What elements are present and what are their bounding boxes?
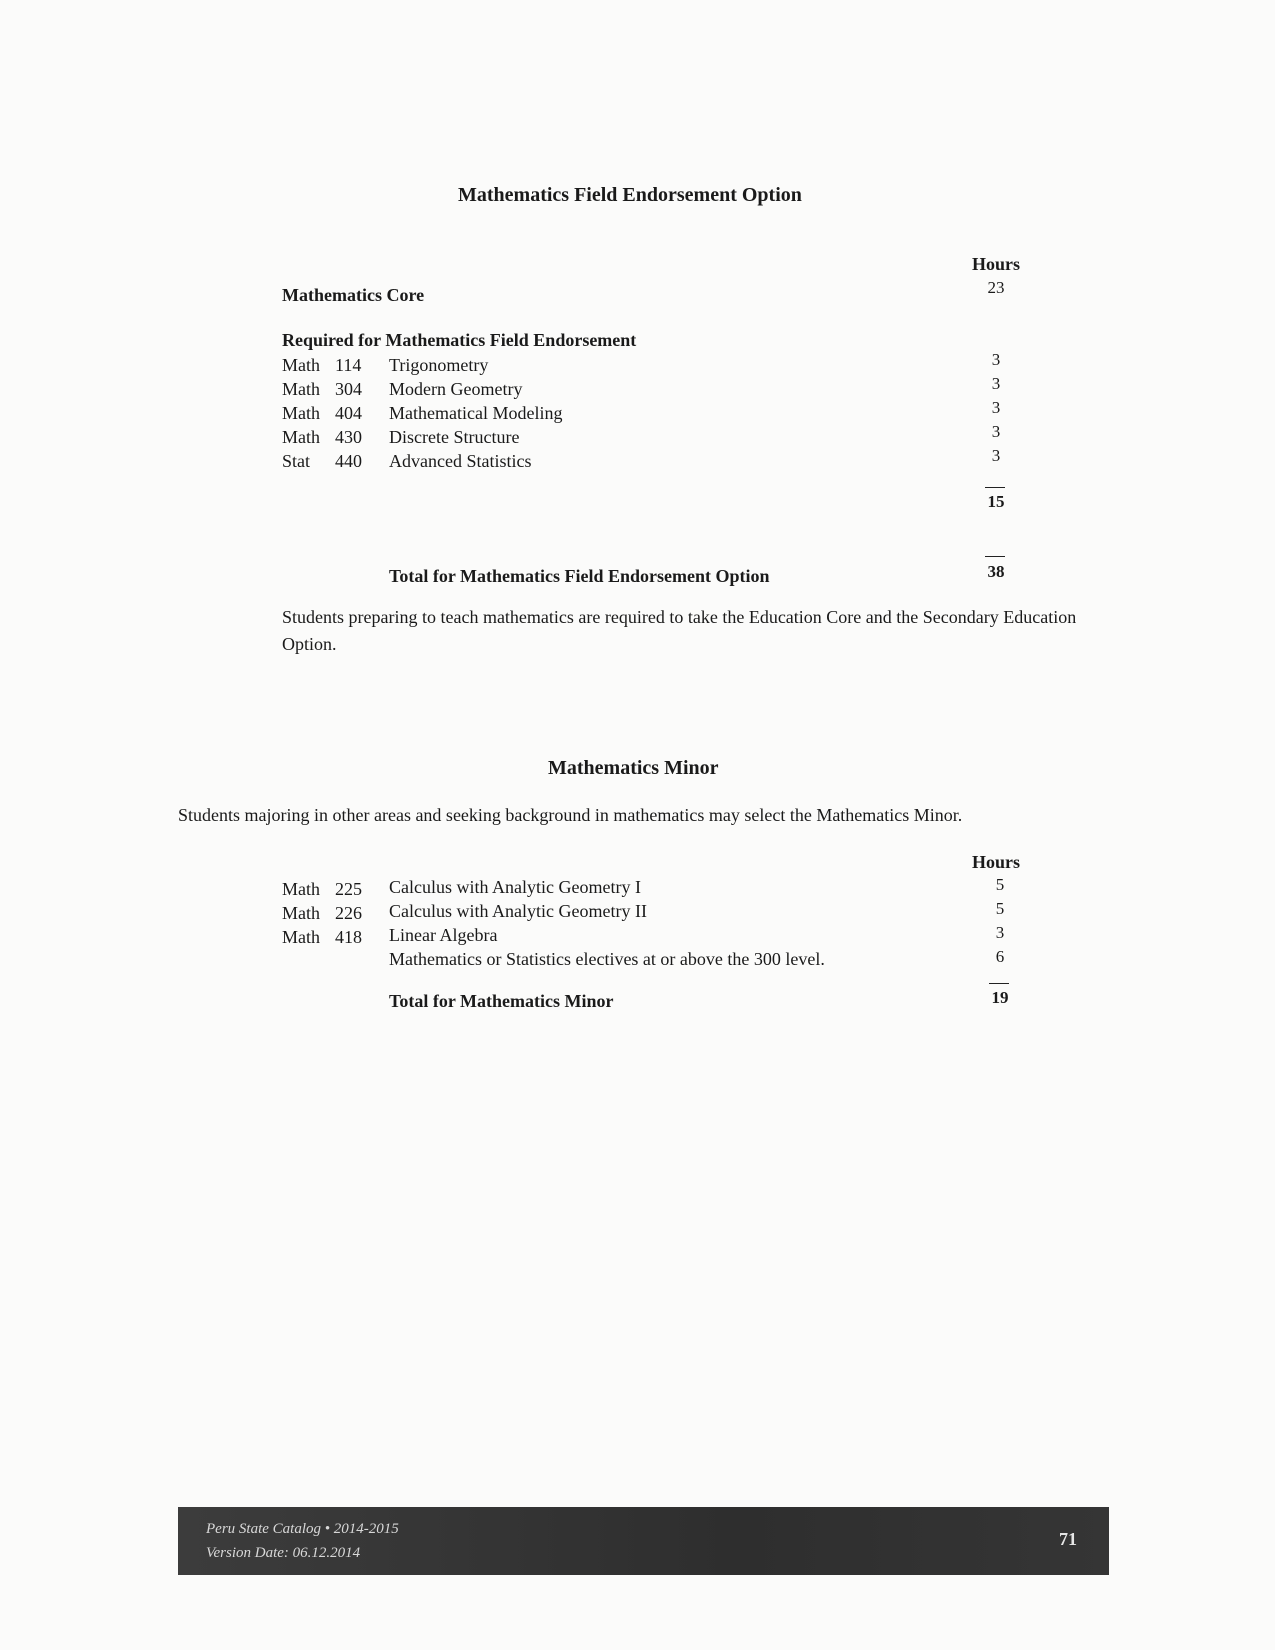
course-name: Calculus with Analytic Geometry II [389,901,647,921]
course-name: Trigonometry [389,355,489,375]
course-dept: Math [282,927,320,947]
endorsement-hours-header: Hours [971,254,1020,274]
course-name: Linear Algebra [389,925,498,945]
course-hours: 5 [995,875,1005,894]
course-hours: 5 [995,899,1005,918]
page-number: 71 [1059,1529,1077,1549]
minor-intro: Students majoring in other areas and seeking background in mathematics may select the Mathematics Minor. [178,805,963,825]
course-number: 114 [335,355,362,375]
minor-total-label: Total for Mathematics Minor [389,991,614,1011]
course-hours: 3 [991,374,1001,393]
course-hours: 3 [991,446,1001,465]
minor-title: Mathematics Minor [548,757,719,779]
course-dept: Math [282,427,320,447]
course-hours: 3 [995,923,1005,942]
course-name: Discrete Structure [389,427,520,447]
course-dept: Math [282,355,320,375]
course-hours: 3 [991,422,1001,441]
course-number: 418 [335,927,362,947]
course-hours: 3 [991,398,1001,417]
course-number: 440 [335,451,362,471]
course-number: 225 [335,879,362,899]
subtotal-rule [985,487,1005,488]
course-dept: Math [282,879,320,899]
endorsement-title: Mathematics Field Endorsement Option [458,184,802,206]
course-dept: Math [282,379,320,399]
course-number: 226 [335,903,362,923]
minor-hours-header: Hours [971,852,1020,872]
course-name: Advanced Statistics [389,451,532,471]
course-dept: Math [282,903,320,923]
course-name: Mathematical Modeling [389,403,563,423]
course-number: 304 [335,379,362,399]
total-rule [985,556,1005,557]
core-label: Mathematics Core [282,285,425,305]
catalog-name: Peru State Catalog • 2014-2015 [206,1521,399,1537]
course-dept: Stat [282,451,311,471]
course-dept: Math [282,403,320,423]
core-hours: 23 [987,278,1005,297]
course-name: Modern Geometry [389,379,523,399]
catalog-footer [178,1507,1109,1575]
minor-total-hours: 19 [991,988,1009,1007]
course-number: 404 [335,403,362,423]
course-hours: 3 [991,350,1001,369]
required-heading: Required for Mathematics Field Endorsement [282,330,637,350]
course-hours: 6 [995,947,1005,966]
course-name: Mathematics or Statistics electives at or above the 300 level. [389,949,825,969]
course-name: Calculus with Analytic Geometry I [389,877,641,897]
endorsement-subtotal: 15 [987,492,1005,511]
course-number: 430 [335,427,362,447]
version-date: Version Date: 06.12.2014 [206,1545,361,1561]
endorsement-total-label: Total for Mathematics Field Endorsement Option [389,566,770,586]
endorsement-total-hours: 38 [987,562,1005,581]
endorsement-note: Students preparing to teach mathematics are required to take the Education Core and the Secondary Education Option. [282,607,1077,654]
minor-total-rule [989,983,1009,984]
